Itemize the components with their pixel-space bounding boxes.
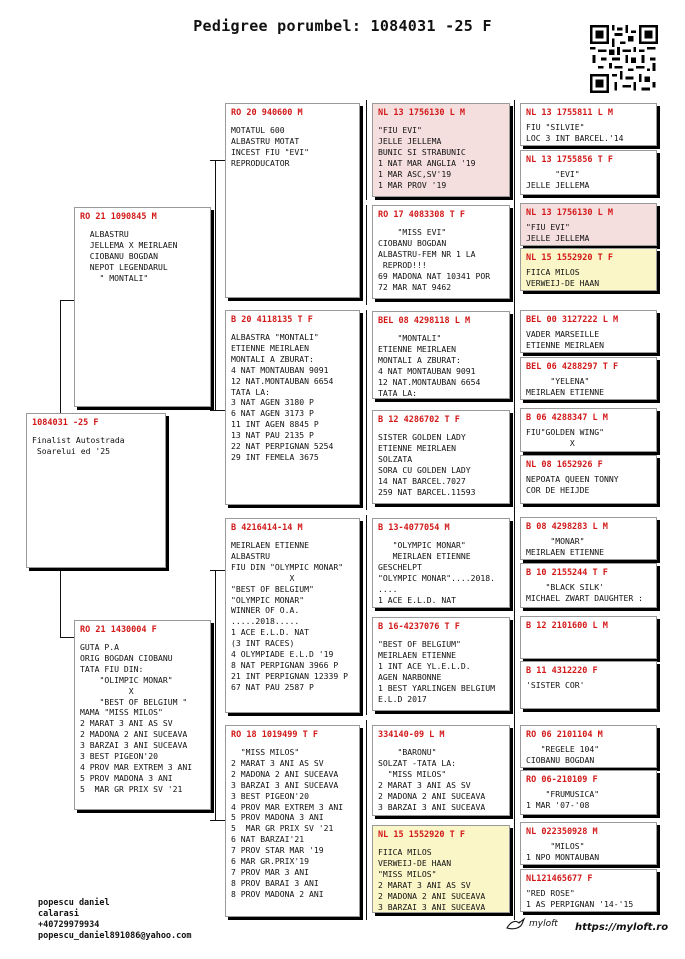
great-grandparent-card[interactable] [372, 725, 510, 816]
connector-line [366, 820, 367, 920]
ancestor-ring: NL121465677 F [526, 874, 593, 884]
ancestor-ring: BEL 06 4288297 T F [526, 362, 619, 372]
ancestor-ring: B 08 4298283 L M [526, 522, 608, 532]
connector-line [60, 637, 74, 638]
grandparent-notes: "MISS MILOS" 2 MARAT 3 ANI AS SV 2 MADONA 2 ANI SUCEAVA 3 BARZAI 3 ANI SUCEAVA 3 BEST PIGEON'20 4 PROV MAR EXTREM 3 ANI 5 PROV MADONA 3 ANI 5 MAR GR PRIX SV '21 6 NAT BARZAI'21 7 PROV STAR MAR '19 6 MAR GR.PRIX'19 7 PROV MAR 3 ANI 8 PROV BARAI 3 ANI 8 PROV MADONA 2 ANI [231, 747, 344, 899]
sire-notes: ALBASTRU JELLEMA X MEIRLAEN CIOBANU BOGDAN NEPOT LEGENDARUL " MONTALI" [89, 229, 178, 283]
ancestor-ring: BEL 00 3127222 L M [526, 315, 619, 325]
ancestor-ring: RO 17 4083308 T F [378, 210, 465, 220]
subject-notes: Finalist Autostrada Soarelui ed '25 [32, 435, 125, 456]
connector-line [514, 100, 515, 920]
dam-notes: GUTA P.A ORIG BOGDAN CIOBANU TATA FIU DIN: "OLIMPIC MONAR" X "BEST OF BELGIUM " MAMA "MISS MILOS" 2 MARAT 3 ANI AS SV 2 MADONA 2 ANI SUCEAVA 3 BARZAI 3 ANI SUCEAVA 3 BEST PIGEON'20 4 PROV MAR EXTREM 3 ANI 5 PROV MADONA 3 ANI 5 MAR GR PRIX SV '21 [80, 642, 193, 794]
grandparent-ring: RO 18 1019499 T F [231, 730, 318, 740]
ancestor-notes: FIU"GOLDEN WING" X [526, 427, 604, 448]
great-grandparent-card[interactable] [372, 825, 510, 913]
ancestor-notes: FIICA MILOS VERWEIJ-DE HAAN "MISS MILOS" 2 MARAT 3 ANI AS SV 2 MADONA 2 ANI SUCEAVA 3 BARZAI 3 ANI SUCEAVA [378, 847, 486, 912]
ancestor-card[interactable] [520, 563, 657, 608]
ancestor-card[interactable] [520, 770, 657, 815]
great-grandparent-card[interactable] [372, 205, 510, 299]
ancestor-ring: NL 022350928 M [526, 827, 598, 837]
dam-ring: RO 21 1430004 F [80, 625, 157, 635]
ancestor-notes: FIU "SILVIE" LOC 3 INT BARCEL.'14 [526, 122, 624, 143]
connector-line [60, 300, 74, 301]
ancestor-card[interactable] [520, 661, 657, 709]
ancestor-notes: "FIU EVI" JELLE JELLEMA [526, 222, 590, 243]
connector-line [366, 410, 367, 510]
pigeon-icon [506, 917, 526, 931]
ancestor-notes: "MILOS" 1 NPO MONTAUBAN [526, 841, 600, 862]
ancestor-ring: NL 15 1552920 T F [378, 830, 465, 840]
ancestor-notes: "BARONU" SOLZAT -TATA LA: "MISS MILOS" 2 MARAT 3 ANI AS SV 2 MADONA 2 ANI SUCEAVA 3 BARZAI 3 ANI SUCEAVA [378, 747, 486, 812]
ancestor-notes: "MONAR" MEIRLAEN ETIENNE [526, 536, 604, 557]
connector-line [210, 410, 225, 411]
grandparent-notes: MEIRLAEN ETIENNE ALBASTRU FIU DIN "OLYMPIC MONAR" X "BEST OF BELGIUM" "OLYMPIC MONAR" WINNER OF O.A. .....2018..... 1 ACE E.L.D. NAT (3 INT RACES) 4 OLYMPIADE E.L.D '19 8 NAT PERPIGNAN 3966 P 21 INT PERPIGNAN 12339 P 67 NAT PAU 2587 P [231, 540, 348, 692]
dam-card[interactable] [74, 620, 211, 810]
sire-card[interactable] [74, 207, 211, 407]
ancestor-ring: RO 06 2101104 M [526, 730, 603, 740]
ancestor-card[interactable] [520, 517, 657, 560]
ancestor-notes: NEPOATA QUEEN TONNY COR DE HEIJDE [526, 474, 619, 495]
grandsire-paternal-card[interactable] [225, 103, 360, 298]
page-title: Pedigree porumbel: 1084031 -25 F [193, 17, 492, 35]
grandparent-notes: ALBASTRA "MONTALI" ETIENNE MEIRLAEN MONTALI A ZBURAT: 4 NAT MONTAUBAN 9091 12 NAT.MONTAUBAN 6654 TATA LA: 3 NAT AGEN 3180 P 6 NAT AGEN 3173 P 11 INT AGEN 8845 P 13 NAT PAU 2135 P 22 NAT PERPIGNAN 5254 29 INT FEMELA 3675 [231, 332, 334, 462]
ancestor-card[interactable] [520, 822, 657, 865]
grandparent-notes: MOTATUL 600 ALBASTRU MOTAT INCEST FIU "EVI" REPRODUCATOR [231, 125, 309, 168]
great-grandparent-card[interactable] [372, 410, 510, 504]
grandparent-ring: B 20 4118135 T F [231, 315, 313, 325]
owner-city: calarasi [38, 909, 79, 919]
ancestor-ring: NL 08 1652926 F [526, 460, 603, 470]
ancestor-ring: NL 13 1755811 L M [526, 108, 613, 118]
great-grandparent-card[interactable] [372, 103, 510, 197]
owner-email[interactable]: popescu_daniel891086@yahoo.com [38, 931, 192, 941]
ancestor-notes: "RED ROSE" 1 AS PERPIGNAN '14-'15 [526, 888, 634, 909]
ancestor-notes: 'SISTER COR' [526, 680, 585, 690]
ancestor-card[interactable] [520, 616, 657, 659]
grandparent-ring: B 4216414-14 M [231, 523, 303, 533]
connector-line [366, 310, 367, 410]
ancestor-ring: NL 13 1756130 L M [378, 108, 465, 118]
ancestor-notes: "OLYMPIC MONAR" MEIRLAEN ETIENNE GESCHELPT "OLYMPIC MONAR"....2018. .... 1 ACE E.L.D. NAT [378, 540, 495, 605]
myloft-logo [506, 917, 558, 931]
qr-code-icon [590, 25, 658, 93]
connector-line [210, 820, 225, 821]
great-grandparent-card[interactable] [372, 617, 510, 711]
ancestor-card[interactable] [520, 455, 657, 504]
ancestor-notes: "BEST OF BELGIUM" MEIRLAEN ETIENNE 1 INT ACE YL.E.L.D. AGEN NARBONNE 1 BEST YARLINGEN BELGIUM E.L.D 2017 [378, 639, 495, 704]
ancestor-notes [521, 631, 656, 635]
ancestor-card[interactable] [520, 408, 657, 452]
ancestor-notes: "EVI" JELLE JELLEMA [526, 169, 590, 190]
ancestor-notes: "MONTALI" ETIENNE MEIRLAEN MONTALI A ZBURAT: 4 NAT MONTAUBAN 9091 12 NAT.MONTAUBAN 6654 TATA LA: [378, 333, 481, 398]
connector-line [210, 160, 225, 161]
ancestor-ring: B 16-4237076 T F [378, 622, 460, 632]
connector-line [366, 615, 367, 715]
owner-contact [38, 898, 192, 942]
ancestor-ring: B 13-4077054 M [378, 523, 450, 533]
granddam-maternal-card[interactable] [225, 725, 360, 917]
granddam-paternal-card[interactable] [225, 310, 360, 505]
ancestor-ring: RO 06-210109 F [526, 775, 598, 785]
connector-line [215, 160, 216, 410]
ancestor-card[interactable] [520, 310, 657, 353]
ancestor-ring: B 12 4286702 T F [378, 415, 460, 425]
connector-line [366, 515, 367, 615]
subject-pigeon-card[interactable] [26, 413, 166, 568]
sire-ring: RO 21 1090845 M [80, 212, 157, 222]
ancestor-card[interactable] [520, 103, 657, 146]
ancestor-card[interactable] [520, 203, 657, 246]
ancestor-card[interactable] [520, 248, 657, 291]
ancestor-ring: B 06 4288347 L M [526, 413, 608, 423]
ancestor-notes: "MISS EVI" CIOBANU BOGDAN ALBASTRU-FEM NR 1 LA REPROD!!! 69 MADONA NAT 10341 POR 72 MAR NAT 9462 [378, 227, 491, 292]
ancestor-ring: NL 13 1755856 T F [526, 155, 613, 165]
ancestor-card[interactable] [520, 725, 657, 768]
ancestor-notes: VADER MARSEILLE ETIENNE MEIRLAEN [526, 329, 604, 350]
ancestor-ring: B 12 2101600 L M [526, 621, 608, 631]
great-grandparent-card[interactable] [372, 311, 510, 399]
website-link[interactable]: https://myloft.ro [575, 922, 669, 933]
ancestor-notes: "FIU EVI" JELLE JELLEMA BUNIC SI STRABUNIC 1 NAT MAR ANGLIA '19 1 MAR ASC,SV'19 1 MAR PROV '19 [378, 125, 476, 190]
ancestor-notes: "REGELE 104" CIOBANU BOGDAN [526, 744, 600, 765]
ancestor-card[interactable] [520, 869, 657, 912]
ancestor-notes: SISTER GOLDEN LADY ETIENNE MEIRLAEN SOLZATA SORA CU GOLDEN LADY 14 NAT BARCEL.7027 259 NAT BARCEL.11593 [378, 432, 476, 497]
connector-line [366, 205, 367, 305]
ancestor-ring: B 10 2155244 T F [526, 568, 608, 578]
logo-text: myloft [529, 919, 558, 929]
ancestor-notes: "BLACK SILK' MICHAEL ZWART DAUGHTER : [526, 582, 643, 603]
grandsire-maternal-card[interactable] [225, 518, 360, 713]
grandparent-ring: RO 20 940600 M [231, 108, 303, 118]
connector-line [366, 100, 367, 200]
connector-line [215, 570, 216, 820]
ancestor-card[interactable] [520, 150, 657, 195]
owner-phone: +40729979934 [38, 920, 100, 930]
great-grandparent-card[interactable] [372, 518, 510, 608]
subject-ring: 1084031 -25 F [32, 418, 99, 428]
ancestor-ring: 334140-09 L M [378, 730, 445, 740]
owner-name: popescu daniel [38, 898, 110, 908]
ancestor-ring: B 11 4312220 F [526, 666, 598, 676]
ancestor-ring: NL 13 1756130 L M [526, 208, 613, 218]
ancestor-notes: FIICA MILOS VERWEIJ-DE HAAN [526, 267, 600, 288]
ancestor-card[interactable] [520, 357, 657, 400]
ancestor-ring: NL 15 1552920 T F [526, 253, 613, 263]
ancestor-notes: "YELENA" MEIRLAEN ETIENNE [526, 376, 604, 397]
connector-line [366, 720, 367, 820]
ancestor-notes: "FRUMUSICA" 1 MAR '07-'08 [526, 789, 600, 810]
ancestor-ring: BEL 08 4298118 L M [378, 316, 471, 326]
connector-line [210, 570, 225, 571]
